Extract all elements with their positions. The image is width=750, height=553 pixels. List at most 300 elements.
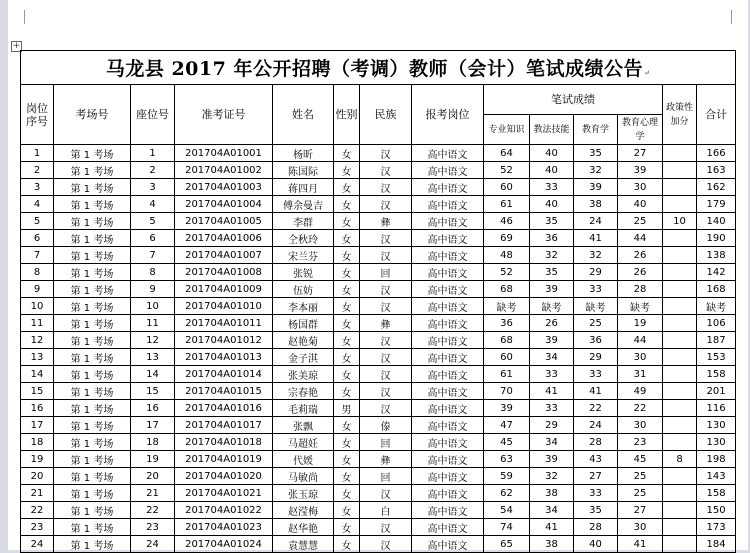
cell-seq: 10	[21, 298, 54, 315]
cell-room: 第 1 考场	[54, 213, 131, 230]
cell-position: 高中语文	[412, 196, 484, 213]
cell-teaching-skills: 39	[530, 281, 574, 298]
cell-pedagogy: 35	[574, 145, 618, 162]
cell-gender: 女	[334, 281, 360, 298]
cell-room: 第 1 考场	[54, 145, 131, 162]
cell-ticket: 201704A01011	[175, 315, 273, 332]
cell-position: 高中语文	[412, 519, 484, 536]
cell-room: 第 1 考场	[54, 519, 131, 536]
cell-room: 第 1 考场	[54, 349, 131, 366]
cell-policy-bonus	[663, 383, 697, 400]
cell-ticket: 201704A01009	[175, 281, 273, 298]
cell-teaching-skills: 38	[530, 485, 574, 502]
cell-teaching-skills: 33	[530, 366, 574, 383]
cell-total: 153	[697, 349, 736, 366]
cell-position: 高中语文	[412, 502, 484, 519]
cell-name: 赵艳菊	[273, 332, 334, 349]
cell-pedagogy: 41	[574, 230, 618, 247]
cell-name: 宗春艳	[273, 383, 334, 400]
cell-pedagogy: 28	[574, 519, 618, 536]
header-name: 姓名	[273, 85, 334, 145]
table-row	[21, 502, 736, 519]
cell-total: 201	[697, 383, 736, 400]
cell-professional-knowledge: 52	[484, 264, 530, 281]
cell-ticket: 201704A01004	[175, 196, 273, 213]
cell-ticket: 201704A01013	[175, 349, 273, 366]
cell-seq: 15	[21, 383, 54, 400]
cell-seat: 1	[131, 145, 175, 162]
cell-total: 168	[697, 281, 736, 298]
cell-gender: 女	[334, 315, 360, 332]
cell-seat: 13	[131, 349, 175, 366]
cell-teaching-skills: 33	[530, 400, 574, 417]
cell-seq: 5	[21, 213, 54, 230]
cell-professional-knowledge: 74	[484, 519, 530, 536]
cell-name: 张锐	[273, 264, 334, 281]
cell-professional-knowledge: 47	[484, 417, 530, 434]
cell-ethnicity: 傣	[360, 417, 412, 434]
cell-pedagogy: 29	[574, 349, 618, 366]
cell-professional-knowledge: 52	[484, 162, 530, 179]
cell-teaching-skills: 34	[530, 502, 574, 519]
cell-position: 高中语文	[412, 298, 484, 315]
header-ethnicity: 民族	[360, 85, 412, 145]
cell-professional-knowledge: 63	[484, 451, 530, 468]
cell-position: 高中语文	[412, 400, 484, 417]
cell-professional-knowledge: 69	[484, 230, 530, 247]
cell-teaching-skills: 35	[530, 264, 574, 281]
cell-total: 162	[697, 179, 736, 196]
cell-name: 仝秋玲	[273, 230, 334, 247]
cell-seq: 9	[21, 281, 54, 298]
cell-seq: 18	[21, 434, 54, 451]
table-row	[21, 332, 736, 349]
cell-educational-psychology: 25	[618, 468, 663, 485]
cell-seat: 10	[131, 298, 175, 315]
cell-educational-psychology: 27	[618, 145, 663, 162]
cell-room: 第 1 考场	[54, 230, 131, 247]
cell-position: 高中语文	[412, 536, 484, 553]
cell-educational-psychology: 26	[618, 247, 663, 264]
cell-gender: 女	[334, 417, 360, 434]
cell-professional-knowledge: 36	[484, 315, 530, 332]
cell-policy-bonus	[663, 264, 697, 281]
cell-ethnicity: 回	[360, 264, 412, 281]
cell-total: 173	[697, 519, 736, 536]
cell-pedagogy: 25	[574, 315, 618, 332]
cell-seq: 8	[21, 264, 54, 281]
cell-total: 198	[697, 451, 736, 468]
cell-position: 高中语文	[412, 213, 484, 230]
cell-gender: 女	[334, 536, 360, 553]
cell-name: 傅余曼吉	[273, 196, 334, 213]
cell-name: 张美琼	[273, 366, 334, 383]
cell-ethnicity: 汉	[360, 349, 412, 366]
cell-total: 140	[697, 213, 736, 230]
cell-seat: 8	[131, 264, 175, 281]
cell-seq: 22	[21, 502, 54, 519]
table-row	[21, 519, 736, 536]
cell-name: 李本丽	[273, 298, 334, 315]
cell-teaching-skills: 40	[530, 145, 574, 162]
cell-educational-psychology: 30	[618, 349, 663, 366]
cell-position: 高中语文	[412, 366, 484, 383]
cell-pedagogy: 24	[574, 417, 618, 434]
cell-ethnicity: 回	[360, 434, 412, 451]
cell-seq: 17	[21, 417, 54, 434]
header-pedagogy: 教育学	[574, 115, 618, 145]
cell-room: 第 1 考场	[54, 162, 131, 179]
cell-position: 高中语文	[412, 315, 484, 332]
cell-ticket: 201704A01005	[175, 213, 273, 230]
cell-gender: 女	[334, 179, 360, 196]
cell-educational-psychology: 39	[618, 162, 663, 179]
cell-professional-knowledge: 45	[484, 434, 530, 451]
cell-name: 伍妨	[273, 281, 334, 298]
cell-seat: 7	[131, 247, 175, 264]
cell-teaching-skills: 34	[530, 434, 574, 451]
cell-name: 张玉琼	[273, 485, 334, 502]
cell-ethnicity: 汉	[360, 485, 412, 502]
cell-position: 高中语文	[412, 451, 484, 468]
header-room: 考场号	[54, 85, 131, 145]
table-row	[21, 162, 736, 179]
cell-ethnicity: 汉	[360, 298, 412, 315]
cell-teaching-skills: 39	[530, 451, 574, 468]
cell-seq: 11	[21, 315, 54, 332]
cell-ticket: 201704A01017	[175, 417, 273, 434]
header-position: 报考岗位	[412, 85, 484, 145]
cell-room: 第 1 考场	[54, 332, 131, 349]
cell-educational-psychology: 49	[618, 383, 663, 400]
cell-educational-psychology: 28	[618, 281, 663, 298]
cell-total: 138	[697, 247, 736, 264]
cell-educational-psychology: 23	[618, 434, 663, 451]
cell-educational-psychology: 45	[618, 451, 663, 468]
cell-name: 赵华艳	[273, 519, 334, 536]
cell-policy-bonus	[663, 434, 697, 451]
cell-ethnicity: 汉	[360, 366, 412, 383]
table-row	[21, 213, 736, 230]
cell-ticket: 201704A01016	[175, 400, 273, 417]
cell-teaching-skills: 32	[530, 468, 574, 485]
cell-gender: 女	[334, 349, 360, 366]
cell-educational-psychology: 22	[618, 400, 663, 417]
cell-professional-knowledge: 39	[484, 400, 530, 417]
cell-room: 第 1 考场	[54, 485, 131, 502]
cell-gender: 女	[334, 145, 360, 162]
cell-ticket: 201704A01006	[175, 230, 273, 247]
cell-pedagogy: 33	[574, 366, 618, 383]
cell-professional-knowledge: 65	[484, 536, 530, 553]
table-row	[21, 247, 736, 264]
cell-gender: 女	[334, 213, 360, 230]
cell-ticket: 201704A01024	[175, 536, 273, 553]
cell-ticket: 201704A01021	[175, 485, 273, 502]
cell-policy-bonus	[663, 247, 697, 264]
cell-name: 蒋四月	[273, 179, 334, 196]
cell-policy-bonus	[663, 468, 697, 485]
table-row	[21, 196, 736, 213]
cell-policy-bonus: 8	[663, 451, 697, 468]
cell-ticket: 201704A01003	[175, 179, 273, 196]
cell-name: 张飘	[273, 417, 334, 434]
cell-policy-bonus	[663, 315, 697, 332]
cell-pedagogy: 43	[574, 451, 618, 468]
cell-seat: 24	[131, 536, 175, 553]
cell-total: 184	[697, 536, 736, 553]
cell-teaching-skills: 35	[530, 213, 574, 230]
cell-position: 高中语文	[412, 383, 484, 400]
table-row	[21, 451, 736, 468]
table-row	[21, 417, 736, 434]
cell-teaching-skills: 26	[530, 315, 574, 332]
cell-educational-psychology: 31	[618, 366, 663, 383]
cell-professional-knowledge: 62	[484, 485, 530, 502]
cell-seq: 4	[21, 196, 54, 213]
cell-educational-psychology: 27	[618, 502, 663, 519]
cell-position: 高中语文	[412, 145, 484, 162]
cell-name: 宋兰芬	[273, 247, 334, 264]
table-row	[21, 315, 736, 332]
cell-pedagogy: 32	[574, 162, 618, 179]
cell-educational-psychology: 19	[618, 315, 663, 332]
table-row	[21, 383, 736, 400]
cell-position: 高中语文	[412, 485, 484, 502]
cell-seat: 14	[131, 366, 175, 383]
cell-pedagogy: 39	[574, 179, 618, 196]
cell-professional-knowledge: 60	[484, 349, 530, 366]
cell-professional-knowledge: 59	[484, 468, 530, 485]
cell-seat: 19	[131, 451, 175, 468]
cell-ethnicity: 彝	[360, 315, 412, 332]
cell-position: 高中语文	[412, 468, 484, 485]
cell-educational-psychology: 41	[618, 536, 663, 553]
cell-policy-bonus	[663, 417, 697, 434]
cell-seat: 15	[131, 383, 175, 400]
cell-room: 第 1 考场	[54, 264, 131, 281]
cell-ethnicity: 汉	[360, 196, 412, 213]
cell-policy-bonus	[663, 366, 697, 383]
cell-ethnicity: 汉	[360, 332, 412, 349]
cell-professional-knowledge: 70	[484, 383, 530, 400]
table-move-handle-icon[interactable]: +	[12, 41, 21, 51]
cell-gender: 女	[334, 366, 360, 383]
cell-pedagogy: 38	[574, 196, 618, 213]
cell-room: 第 1 考场	[54, 434, 131, 451]
table-row	[21, 349, 736, 366]
header-policy-bonus: 政策性加分	[663, 85, 697, 145]
cell-professional-knowledge: 68	[484, 332, 530, 349]
cell-ticket: 201704A01022	[175, 502, 273, 519]
cell-teaching-skills: 32	[530, 247, 574, 264]
cell-seq: 3	[21, 179, 54, 196]
cell-seq: 23	[21, 519, 54, 536]
cell-room: 第 1 考场	[54, 179, 131, 196]
cell-educational-psychology: 40	[618, 196, 663, 213]
cell-teaching-skills: 33	[530, 179, 574, 196]
cell-room: 第 1 考场	[54, 502, 131, 519]
cell-seq: 14	[21, 366, 54, 383]
cell-pedagogy: 36	[574, 332, 618, 349]
cell-gender: 男	[334, 400, 360, 417]
cell-ticket: 201704A01008	[175, 264, 273, 281]
cell-pedagogy: 24	[574, 213, 618, 230]
cell-policy-bonus	[663, 332, 697, 349]
cell-total: 缺考	[697, 298, 736, 315]
page-corner-mark	[731, 10, 738, 24]
cell-professional-knowledge: 48	[484, 247, 530, 264]
cell-position: 高中语文	[412, 230, 484, 247]
cell-room: 第 1 考场	[54, 196, 131, 213]
cell-gender: 女	[334, 230, 360, 247]
cell-gender: 女	[334, 247, 360, 264]
cell-seq: 1	[21, 145, 54, 162]
cell-pedagogy: 28	[574, 434, 618, 451]
cell-ticket: 201704A01002	[175, 162, 273, 179]
cell-name: 马敏尚	[273, 468, 334, 485]
cell-name: 金子淇	[273, 349, 334, 366]
cell-ticket: 201704A01019	[175, 451, 273, 468]
cell-teaching-skills: 40	[530, 162, 574, 179]
cell-professional-knowledge: 60	[484, 179, 530, 196]
table-row	[21, 298, 736, 315]
cell-ticket: 201704A01007	[175, 247, 273, 264]
cell-policy-bonus	[663, 298, 697, 315]
table-row	[21, 145, 736, 162]
cell-policy-bonus	[663, 196, 697, 213]
cell-total: 143	[697, 468, 736, 485]
cell-ticket: 201704A01018	[175, 434, 273, 451]
cell-educational-psychology: 44	[618, 230, 663, 247]
cell-pedagogy: 29	[574, 264, 618, 281]
cell-name: 袁慧慧	[273, 536, 334, 553]
cell-room: 第 1 考场	[54, 468, 131, 485]
cell-seat: 21	[131, 485, 175, 502]
cell-policy-bonus	[663, 230, 697, 247]
page-title: 马龙县 2017 年公开招聘（考调）教师（会计）笔试成绩公告↵	[21, 51, 736, 85]
cell-teaching-skills: 36	[530, 230, 574, 247]
cell-educational-psychology: 44	[618, 332, 663, 349]
cell-seq: 19	[21, 451, 54, 468]
cell-seat: 23	[131, 519, 175, 536]
header-seq: 岗位序号	[21, 85, 54, 145]
cell-name: 杨昕	[273, 145, 334, 162]
cell-professional-knowledge: 61	[484, 196, 530, 213]
cell-room: 第 1 考场	[54, 451, 131, 468]
cell-position: 高中语文	[412, 162, 484, 179]
cell-seat: 4	[131, 196, 175, 213]
cell-name: 杨国群	[273, 315, 334, 332]
cell-ethnicity: 汉	[360, 162, 412, 179]
cell-position: 高中语文	[412, 417, 484, 434]
table-row	[21, 281, 736, 298]
header-educational-psychology: 教育心理学	[618, 115, 663, 145]
cell-policy-bonus: 10	[663, 213, 697, 230]
cell-professional-knowledge: 46	[484, 213, 530, 230]
cell-gender: 女	[334, 298, 360, 315]
cell-gender: 女	[334, 196, 360, 213]
header-teaching-skills: 教法技能	[530, 115, 574, 145]
cell-educational-psychology: 缺考	[618, 298, 663, 315]
table-row	[21, 366, 736, 383]
cell-seq: 20	[21, 468, 54, 485]
cell-room: 第 1 考场	[54, 400, 131, 417]
cell-teaching-skills: 40	[530, 196, 574, 213]
cell-ticket: 201704A01010	[175, 298, 273, 315]
cell-policy-bonus	[663, 502, 697, 519]
cell-educational-psychology: 25	[618, 485, 663, 502]
cell-room: 第 1 考场	[54, 315, 131, 332]
cell-seat: 20	[131, 468, 175, 485]
table-row	[21, 485, 736, 502]
cell-position: 高中语文	[412, 434, 484, 451]
cell-position: 高中语文	[412, 349, 484, 366]
cell-name: 李群	[273, 213, 334, 230]
cell-ethnicity: 汉	[360, 247, 412, 264]
cell-seq: 21	[21, 485, 54, 502]
cell-total: 187	[697, 332, 736, 349]
cell-gender: 女	[334, 451, 360, 468]
cell-name: 毛莉瑞	[273, 400, 334, 417]
cell-name: 马超妊	[273, 434, 334, 451]
cell-policy-bonus	[663, 145, 697, 162]
cell-seat: 17	[131, 417, 175, 434]
cell-gender: 女	[334, 485, 360, 502]
cell-educational-psychology: 30	[618, 519, 663, 536]
cell-seq: 13	[21, 349, 54, 366]
document-page	[8, 0, 748, 550]
cell-position: 高中语文	[412, 179, 484, 196]
cell-gender: 女	[334, 162, 360, 179]
cell-name: 赵滢梅	[273, 502, 334, 519]
cell-seat: 3	[131, 179, 175, 196]
cell-ethnicity: 汉	[360, 519, 412, 536]
cell-educational-psychology: 25	[618, 213, 663, 230]
cell-pedagogy: 33	[574, 281, 618, 298]
cell-seq: 12	[21, 332, 54, 349]
cell-total: 142	[697, 264, 736, 281]
cell-total: 179	[697, 196, 736, 213]
cell-ethnicity: 汉	[360, 536, 412, 553]
cell-ticket: 201704A01023	[175, 519, 273, 536]
table-row	[21, 264, 736, 281]
cell-pedagogy: 32	[574, 247, 618, 264]
table-row	[21, 230, 736, 247]
cell-seq: 16	[21, 400, 54, 417]
table-row	[21, 400, 736, 417]
cell-position: 高中语文	[412, 264, 484, 281]
cell-ethnicity: 回	[360, 468, 412, 485]
cell-ethnicity: 彝	[360, 213, 412, 230]
cell-ethnicity: 汉	[360, 145, 412, 162]
cell-total: 130	[697, 434, 736, 451]
cell-total: 166	[697, 145, 736, 162]
cell-gender: 女	[334, 434, 360, 451]
table-row	[21, 179, 736, 196]
cell-professional-knowledge: 68	[484, 281, 530, 298]
cell-room: 第 1 考场	[54, 536, 131, 553]
page-corner-mark	[18, 10, 25, 24]
cell-professional-knowledge: 54	[484, 502, 530, 519]
cell-ethnicity: 彝	[360, 451, 412, 468]
cell-total: 163	[697, 162, 736, 179]
cell-educational-psychology: 30	[618, 417, 663, 434]
cell-seq: 2	[21, 162, 54, 179]
cell-professional-knowledge: 64	[484, 145, 530, 162]
header-gender: 性别	[334, 85, 360, 145]
cell-gender: 女	[334, 383, 360, 400]
